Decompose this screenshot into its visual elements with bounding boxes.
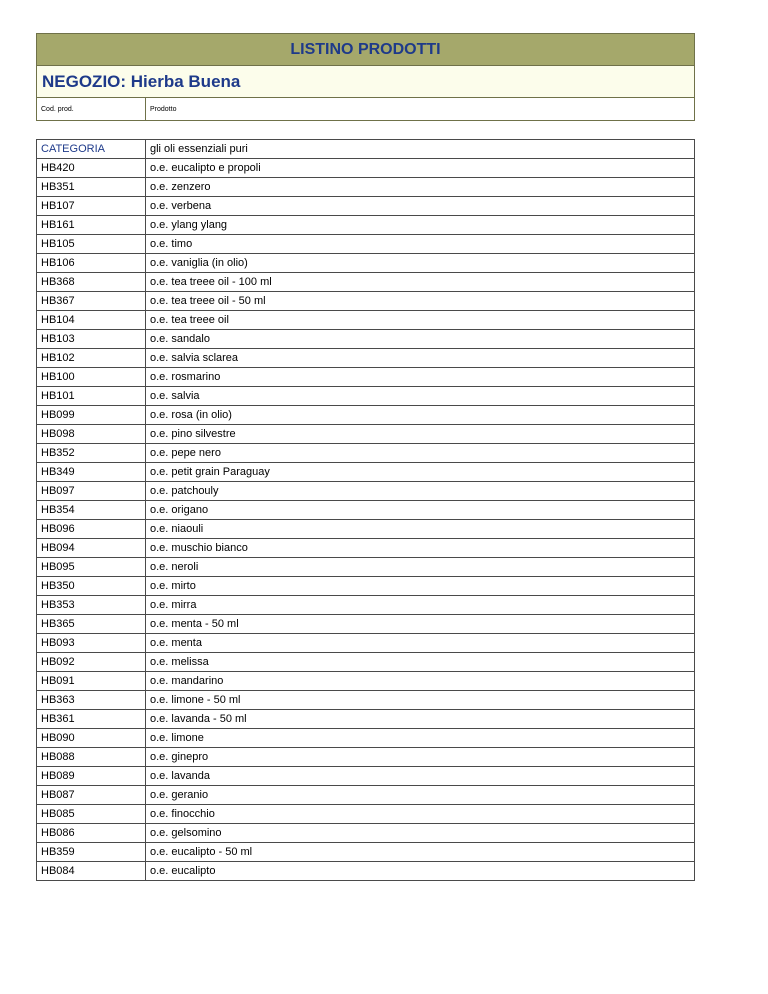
shop-name-bar: [36, 66, 695, 98]
product-code: HB352: [37, 444, 146, 463]
product-code: HB354: [37, 501, 146, 520]
product-code: HB096: [37, 520, 146, 539]
product-name: o.e. eucalipto - 50 ml: [146, 843, 695, 862]
product-code: HB107: [37, 197, 146, 216]
product-code: HB093: [37, 634, 146, 653]
product-code: HB361: [37, 710, 146, 729]
table-row: [37, 330, 695, 349]
table-row: [37, 159, 695, 178]
table-row: [37, 292, 695, 311]
product-name: o.e. mirra: [146, 596, 695, 615]
product-name: o.e. tea treee oil - 50 ml: [146, 292, 695, 311]
product-code: HB086: [37, 824, 146, 843]
product-code: HB101: [37, 387, 146, 406]
page-title: [36, 33, 695, 66]
product-code: HB085: [37, 805, 146, 824]
table-row: [37, 368, 695, 387]
product-name: o.e. neroli: [146, 558, 695, 577]
table-row: [37, 653, 695, 672]
product-name: o.e. muschio bianco: [146, 539, 695, 558]
category-label: CATEGORIA: [37, 140, 146, 159]
product-name: o.e. vaniglia (in olio): [146, 254, 695, 273]
product-code: HB359: [37, 843, 146, 862]
product-name: o.e. ylang ylang: [146, 216, 695, 235]
table-row: [37, 463, 695, 482]
column-header-product: Prodotto: [150, 105, 177, 113]
product-code: HB102: [37, 349, 146, 368]
table-row: [37, 748, 695, 767]
table-row: [37, 425, 695, 444]
category-row: [37, 140, 695, 159]
table-row: [37, 406, 695, 425]
table-row: [37, 273, 695, 292]
product-code: HB367: [37, 292, 146, 311]
product-name: o.e. finocchio: [146, 805, 695, 824]
table-row: [37, 729, 695, 748]
product-code: HB365: [37, 615, 146, 634]
column-header-code: Cod. prod.: [37, 98, 146, 120]
product-name: o.e. melissa: [146, 653, 695, 672]
product-name: o.e. eucalipto: [146, 862, 695, 881]
product-code: HB092: [37, 653, 146, 672]
product-code: HB091: [37, 672, 146, 691]
table-row: [37, 710, 695, 729]
product-name: o.e. eucalipto e propoli: [146, 159, 695, 178]
product-code: HB088: [37, 748, 146, 767]
shop-name: NEGOZIO: Hierba Buena: [42, 71, 241, 91]
product-code: HB161: [37, 216, 146, 235]
price-list-header: [36, 33, 695, 121]
product-code: HB098: [37, 425, 146, 444]
product-name: o.e. sandalo: [146, 330, 695, 349]
product-code: HB099: [37, 406, 146, 425]
product-code: HB349: [37, 463, 146, 482]
product-name: o.e. patchouly: [146, 482, 695, 501]
table-row: [37, 501, 695, 520]
product-name: o.e. salvia sclarea: [146, 349, 695, 368]
product-code: HB106: [37, 254, 146, 273]
page-title-text: LISTINO PRODOTTI: [290, 40, 441, 58]
product-code: HB084: [37, 862, 146, 881]
product-name: o.e. menta - 50 ml: [146, 615, 695, 634]
table-row: [37, 805, 695, 824]
product-code: HB103: [37, 330, 146, 349]
table-row: [37, 311, 695, 330]
table-row: [37, 387, 695, 406]
product-name: o.e. tea treee oil: [146, 311, 695, 330]
table-row: [37, 216, 695, 235]
product-name: o.e. rosa (in olio): [146, 406, 695, 425]
product-code: HB351: [37, 178, 146, 197]
product-code: HB089: [37, 767, 146, 786]
product-code: HB363: [37, 691, 146, 710]
product-code: HB420: [37, 159, 146, 178]
table-row: [37, 767, 695, 786]
product-name: o.e. gelsomino: [146, 824, 695, 843]
product-name: o.e. origano: [146, 501, 695, 520]
product-code: HB100: [37, 368, 146, 387]
product-name: o.e. lavanda - 50 ml: [146, 710, 695, 729]
product-code: HB105: [37, 235, 146, 254]
table-row: [37, 577, 695, 596]
product-name: o.e. niaouli: [146, 520, 695, 539]
product-name: o.e. tea treee oil - 100 ml: [146, 273, 695, 292]
product-code: HB353: [37, 596, 146, 615]
table-row: [37, 520, 695, 539]
product-code: HB097: [37, 482, 146, 501]
product-table: [36, 139, 695, 881]
product-name: o.e. verbena: [146, 197, 695, 216]
column-header-row: [36, 98, 695, 121]
product-code: HB368: [37, 273, 146, 292]
product-name: o.e. mirto: [146, 577, 695, 596]
product-name: o.e. mandarino: [146, 672, 695, 691]
table-row: [37, 349, 695, 368]
product-code: HB087: [37, 786, 146, 805]
product-name: o.e. pepe nero: [146, 444, 695, 463]
table-row: [37, 197, 695, 216]
table-row: [37, 786, 695, 805]
table-row: [37, 482, 695, 501]
table-row: [37, 843, 695, 862]
product-code: HB350: [37, 577, 146, 596]
table-row: [37, 596, 695, 615]
table-row: [37, 558, 695, 577]
table-row: [37, 824, 695, 843]
product-name: o.e. zenzero: [146, 178, 695, 197]
product-name: o.e. pino silvestre: [146, 425, 695, 444]
table-row: [37, 235, 695, 254]
product-name: o.e. geranio: [146, 786, 695, 805]
product-name: o.e. ginepro: [146, 748, 695, 767]
product-name: o.e. petit grain Paraguay: [146, 463, 695, 482]
category-name: gli oli essenziali puri: [146, 140, 695, 159]
table-row: [37, 862, 695, 881]
product-name: o.e. timo: [146, 235, 695, 254]
table-row: [37, 672, 695, 691]
table-row: [37, 539, 695, 558]
product-name: o.e. salvia: [146, 387, 695, 406]
table-row: [37, 691, 695, 710]
product-code: HB095: [37, 558, 146, 577]
product-code: HB104: [37, 311, 146, 330]
product-name: o.e. lavanda: [146, 767, 695, 786]
product-code: HB094: [37, 539, 146, 558]
product-name: o.e. rosmarino: [146, 368, 695, 387]
table-row: [37, 634, 695, 653]
product-name: o.e. limone: [146, 729, 695, 748]
product-name: o.e. menta: [146, 634, 695, 653]
product-code: HB090: [37, 729, 146, 748]
table-row: [37, 178, 695, 197]
table-row: [37, 615, 695, 634]
product-name: o.e. limone - 50 ml: [146, 691, 695, 710]
table-row: [37, 254, 695, 273]
table-row: [37, 444, 695, 463]
